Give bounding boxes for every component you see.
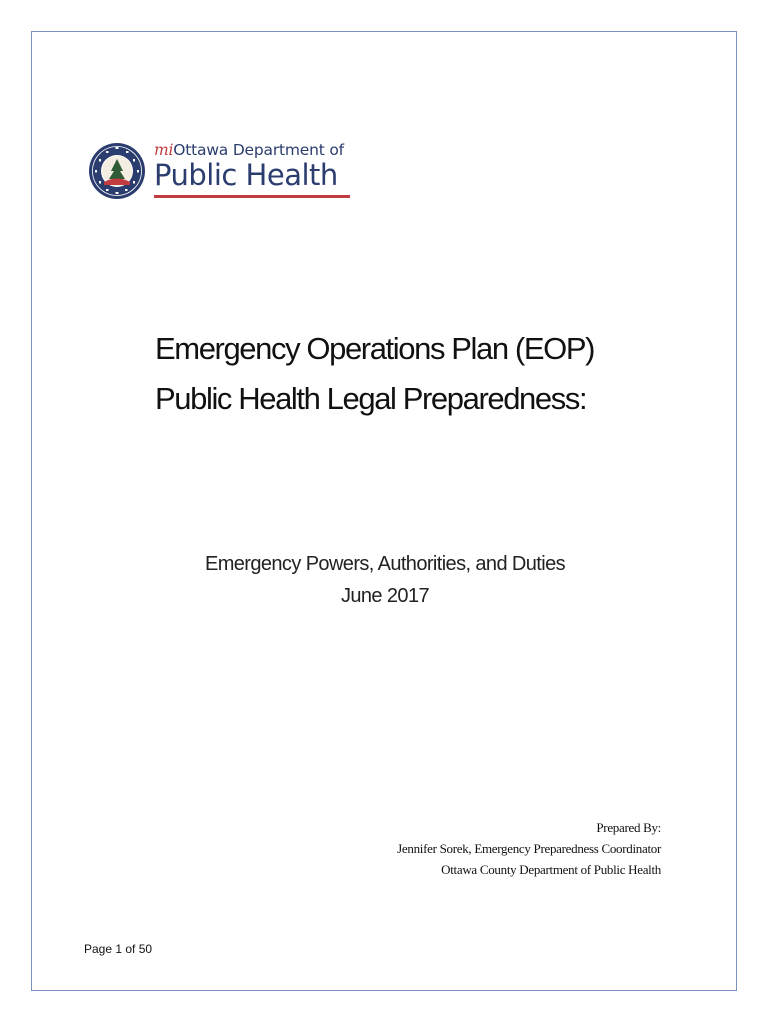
page-number: Page 1 of 50	[84, 942, 153, 956]
title-line-2: Public Health Legal Preparedness:	[155, 381, 587, 416]
document-title	[155, 324, 594, 424]
county-seal-icon	[88, 142, 146, 200]
logo-underline	[154, 195, 350, 198]
document-date: June 2017	[340, 585, 430, 607]
logo-wordmark	[154, 140, 352, 198]
preparer-organization: Ottawa County Department of Public Health	[441, 862, 661, 877]
prepared-by-block	[397, 817, 661, 880]
logo-line-1-text: Ottawa Department of	[173, 141, 344, 159]
subtitle-line-1: Emergency Powers, Authorities, and Duties	[204, 553, 566, 575]
logo-brand-prefix: mi	[154, 141, 174, 159]
title-line-1: Emergency Operations Plan (EOP)	[155, 331, 595, 366]
logo-line-2: Public Health	[154, 158, 338, 192]
department-logo	[88, 140, 353, 202]
prepared-by-label: Prepared By:	[596, 820, 661, 835]
document-subtitle	[0, 548, 770, 612]
logo-line-1	[154, 140, 352, 160]
preparer-name: Jennifer Sorek, Emergency Preparedness Coordinator	[397, 841, 661, 856]
